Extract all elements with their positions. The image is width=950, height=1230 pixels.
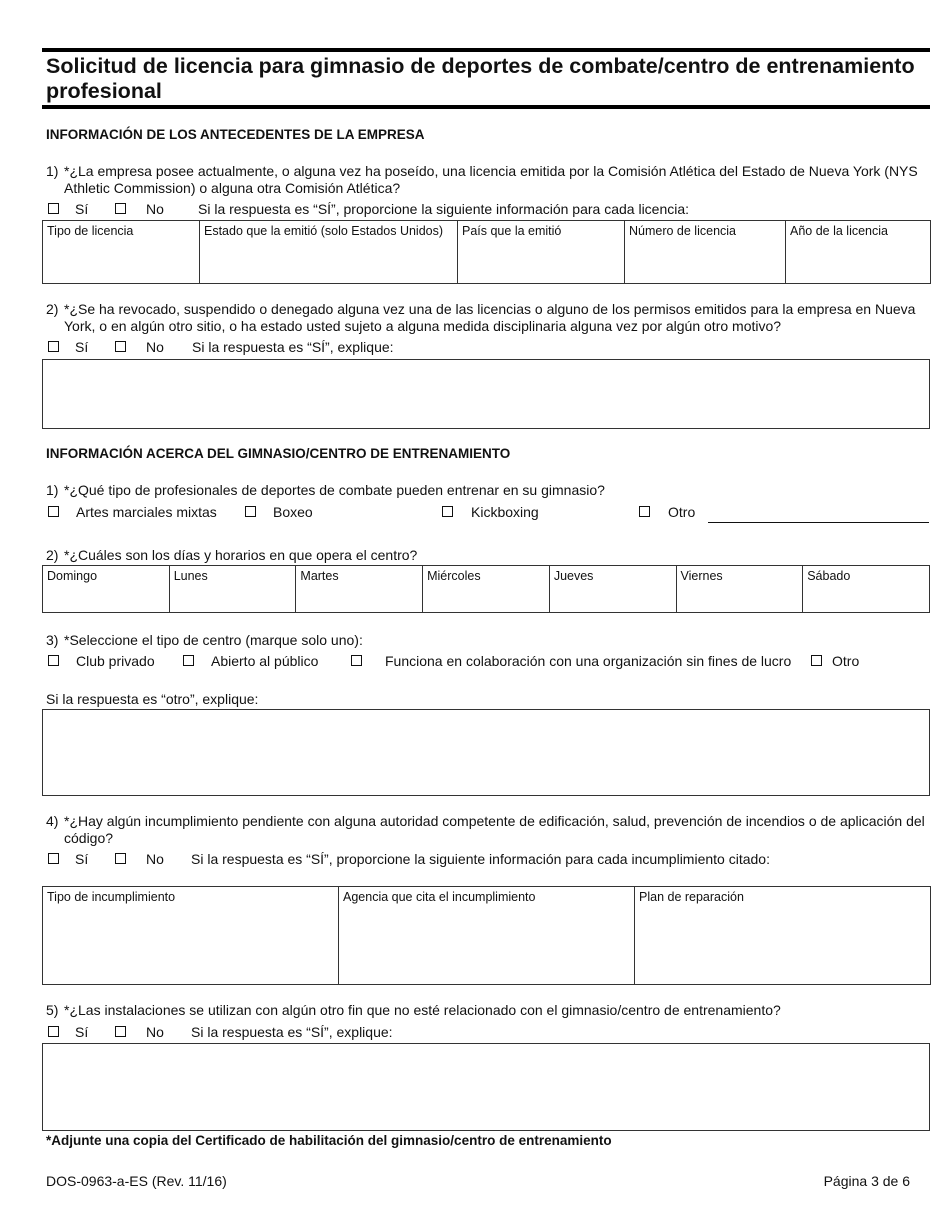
- page-title: Solicitud de licencia para gimnasio de deportes de combate/centro de entrenamiento profesional: [46, 54, 915, 103]
- q5-instruction: Si la respuesta es “SÍ”, explique:: [191, 1024, 393, 1040]
- other-use-explanation-box[interactable]: [42, 1043, 930, 1131]
- column-header: Tipo de licencia: [47, 224, 134, 238]
- day-label: Lunes: [173, 569, 208, 583]
- question-number: 3): [46, 632, 59, 648]
- license-number-cell[interactable]: [625, 221, 786, 284]
- question-other-use: [46, 1002, 930, 1019]
- checkbox-q5-yes[interactable]: [48, 1026, 59, 1037]
- question-number: 5): [46, 1002, 59, 1018]
- checkbox-kickboxing[interactable]: [442, 506, 453, 517]
- checkbox-nonprofit[interactable]: [351, 655, 362, 666]
- question-operating-hours: [46, 547, 930, 564]
- question-number: 1): [46, 482, 59, 498]
- checkbox-private-club[interactable]: [48, 655, 59, 666]
- hours-monday-cell[interactable]: [169, 566, 296, 613]
- day-label: Viernes: [680, 569, 723, 583]
- question-license-held: [46, 163, 930, 197]
- section-heading-gym-info: INFORMACIÓN ACERCA DEL GIMNASIO/CENTRO DE ENTRENAMIENTO: [46, 446, 511, 461]
- column-header: Año de la licencia: [790, 224, 888, 238]
- license-table: [42, 220, 931, 284]
- label-no: No: [146, 851, 164, 867]
- label-mma: Artes marciales mixtas: [76, 504, 217, 520]
- other-center-explanation-box[interactable]: [42, 709, 930, 796]
- column-header: Número de licencia: [629, 224, 736, 238]
- checkbox-q2-no[interactable]: [115, 341, 126, 352]
- hours-table: [42, 565, 930, 613]
- hours-wednesday-cell[interactable]: [423, 566, 550, 613]
- checkbox-mma[interactable]: [48, 506, 59, 517]
- day-label: Martes: [300, 569, 339, 583]
- question-center-type: [46, 632, 930, 649]
- title-top-rule: [42, 48, 930, 52]
- question-text: *¿La empresa posee actualmente, o alguna vez ha poseído, una licencia emitida por la Comisión Atlética del Estado de Nueva York (NYS Athletic Commission) o alguna otra Comisión Atlética?: [64, 163, 918, 196]
- column-header: Tipo de incumplimiento: [47, 890, 176, 904]
- checkbox-open-public[interactable]: [183, 655, 194, 666]
- hours-tuesday-cell[interactable]: [296, 566, 423, 613]
- label-no: No: [146, 339, 164, 355]
- checkbox-other-center[interactable]: [811, 655, 822, 666]
- day-label: Miércoles: [427, 569, 481, 583]
- attachment-note: *Adjunte una copia del Certificado de habilitación del gimnasio/centro de entrenamiento: [46, 1133, 612, 1148]
- checkbox-boxing[interactable]: [245, 506, 256, 517]
- section-heading-business-background: INFORMACIÓN DE LOS ANTECEDENTES DE LA EMPRESA: [46, 127, 425, 142]
- question-text: *¿Qué tipo de profesionales de deportes de combate pueden entrenar en su gimnasio?: [64, 482, 605, 498]
- hours-saturday-cell[interactable]: [803, 566, 930, 613]
- label-yes: Sí: [75, 201, 89, 217]
- column-header: Agencia que cita el incumplimiento: [343, 890, 536, 904]
- label-no: No: [146, 1024, 164, 1040]
- hours-thursday-cell[interactable]: [549, 566, 676, 613]
- violations-table: [42, 886, 931, 985]
- form-id: DOS-0963-a-ES (Rev. 11/16): [46, 1173, 227, 1189]
- label-open-public: Abierto al público: [211, 653, 319, 669]
- other-explanation-label: Si la respuesta es “otro”, explique:: [46, 691, 259, 707]
- revocation-explanation-box[interactable]: [42, 359, 930, 429]
- license-country-cell[interactable]: [458, 221, 625, 284]
- checkbox-q1-yes[interactable]: [48, 203, 59, 214]
- license-state-cell[interactable]: [200, 221, 458, 284]
- label-nonprofit: Funciona en colaboración con una organización sin fines de lucro: [385, 653, 792, 669]
- question-text: *¿Las instalaciones se utilizan con algún otro fin que no esté relacionado con el gimnasio/centro de entrenamiento?: [64, 1002, 781, 1018]
- label-yes: Sí: [75, 851, 89, 867]
- label-yes: Sí: [75, 1024, 89, 1040]
- question-license-revoked: [46, 301, 930, 335]
- question-text: *¿Se ha revocado, suspendido o denegado alguna vez una de las licencias o alguno de los permisos emitidos para la empresa en Nueva York, o en algún otro sitio, o ha estado usted sujeto a alguna medida disciplinaria alguna vez por algún otro motivo?: [64, 301, 916, 334]
- hours-friday-cell[interactable]: [676, 566, 803, 613]
- label-other-center: Otro: [832, 653, 860, 669]
- label-yes: Sí: [75, 339, 89, 355]
- day-label: Sábado: [807, 569, 851, 583]
- question-number: 2): [46, 547, 59, 563]
- label-other-sport: Otro: [668, 504, 696, 520]
- checkbox-other-sport[interactable]: [639, 506, 650, 517]
- repair-plan-cell[interactable]: [635, 887, 931, 985]
- column-header: Plan de reparación: [639, 890, 744, 904]
- checkbox-q2-yes[interactable]: [48, 341, 59, 352]
- checkbox-q4-no[interactable]: [115, 853, 126, 864]
- license-type-cell[interactable]: [43, 221, 200, 284]
- license-year-cell[interactable]: [786, 221, 931, 284]
- violation-type-cell[interactable]: [43, 887, 339, 985]
- other-sport-input-line[interactable]: [708, 522, 929, 523]
- question-violations: [46, 813, 930, 847]
- label-private-club: Club privado: [76, 653, 155, 669]
- day-label: Jueves: [553, 569, 594, 583]
- label-kickboxing: Kickboxing: [471, 504, 539, 520]
- question-number: 2): [46, 301, 59, 317]
- q4-instruction: Si la respuesta es “SÍ”, proporcione la siguiente información para cada incumplimiento citado:: [191, 851, 770, 867]
- label-no: No: [146, 201, 164, 217]
- label-boxing: Boxeo: [273, 504, 313, 520]
- q1-instruction: Si la respuesta es “SÍ”, proporcione la siguiente información para cada licencia:: [198, 201, 690, 217]
- title-bottom-rule: [42, 105, 930, 109]
- checkbox-q5-no[interactable]: [115, 1026, 126, 1037]
- question-text: *¿Cuáles son los días y horarios en que opera el centro?: [64, 547, 418, 563]
- checkbox-q4-yes[interactable]: [48, 853, 59, 864]
- question-text: *¿Hay algún incumplimiento pendiente con alguna autoridad competente de edificación, salud, prevención de incendios o de aplicación del código?: [64, 813, 925, 846]
- question-number: 4): [46, 813, 59, 829]
- violation-agency-cell[interactable]: [339, 887, 635, 985]
- question-athlete-types: [46, 482, 930, 499]
- column-header: País que la emitió: [462, 224, 562, 238]
- column-header: Estado que la emitió (solo Estados Unidos): [204, 224, 444, 238]
- page-number: Página 3 de 6: [823, 1173, 910, 1189]
- q2-instruction: Si la respuesta es “SÍ”, explique:: [192, 339, 394, 355]
- question-text: *Seleccione el tipo de centro (marque solo uno):: [64, 632, 363, 648]
- question-number: 1): [46, 163, 59, 179]
- checkbox-q1-no[interactable]: [115, 203, 126, 214]
- day-label: Domingo: [47, 569, 98, 583]
- hours-sunday-cell[interactable]: [43, 566, 170, 613]
